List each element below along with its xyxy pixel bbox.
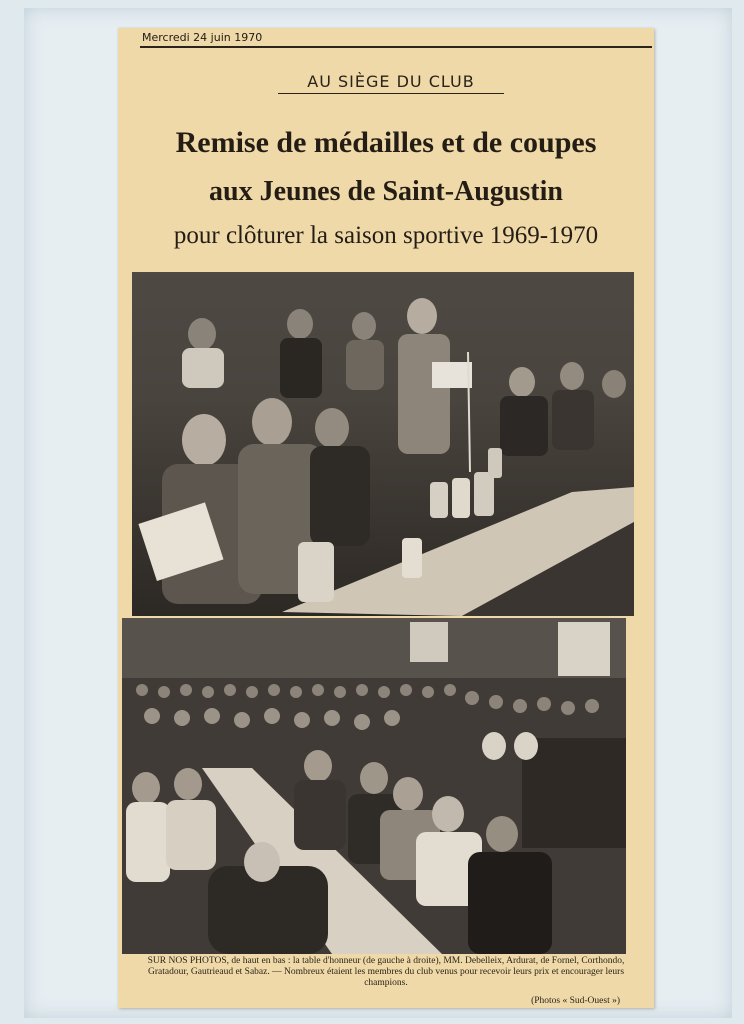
date-text: Mercredi 24 juin 1970 [142, 31, 263, 44]
headline-line-3: pour clôturer la saison sportive 1969-1970 [173, 222, 599, 249]
photo-table-of-honour [132, 272, 634, 616]
photo-caption: SUR NOS PHOTOS, de haut en bas : la table d'honneur (de gauche à droite), MM. Debelleix, Ardurat, de Fornel, Corthondo, Gratadour, Gautrieaud et Sabaz. — Nombreux étaient les membres du club venus pour recevoir leurs prix et encourager leurs champions. [147, 956, 625, 988]
dateline [140, 30, 652, 48]
photo-crowd-illustration [122, 618, 626, 954]
photo-credit: (Photos « Sud-Ouest ») [531, 996, 620, 1006]
kicker-heading: AU SIÈGE DU CLUB [278, 72, 504, 94]
photo-club-members-crowd [122, 618, 626, 954]
photo-table-illustration [132, 272, 634, 616]
newspaper-clipping [118, 28, 654, 1008]
headline-line-2: aux Jeunes de Saint-Augustin [209, 176, 563, 207]
headline-line-1: Remise de médailles et de coupes [175, 126, 597, 159]
